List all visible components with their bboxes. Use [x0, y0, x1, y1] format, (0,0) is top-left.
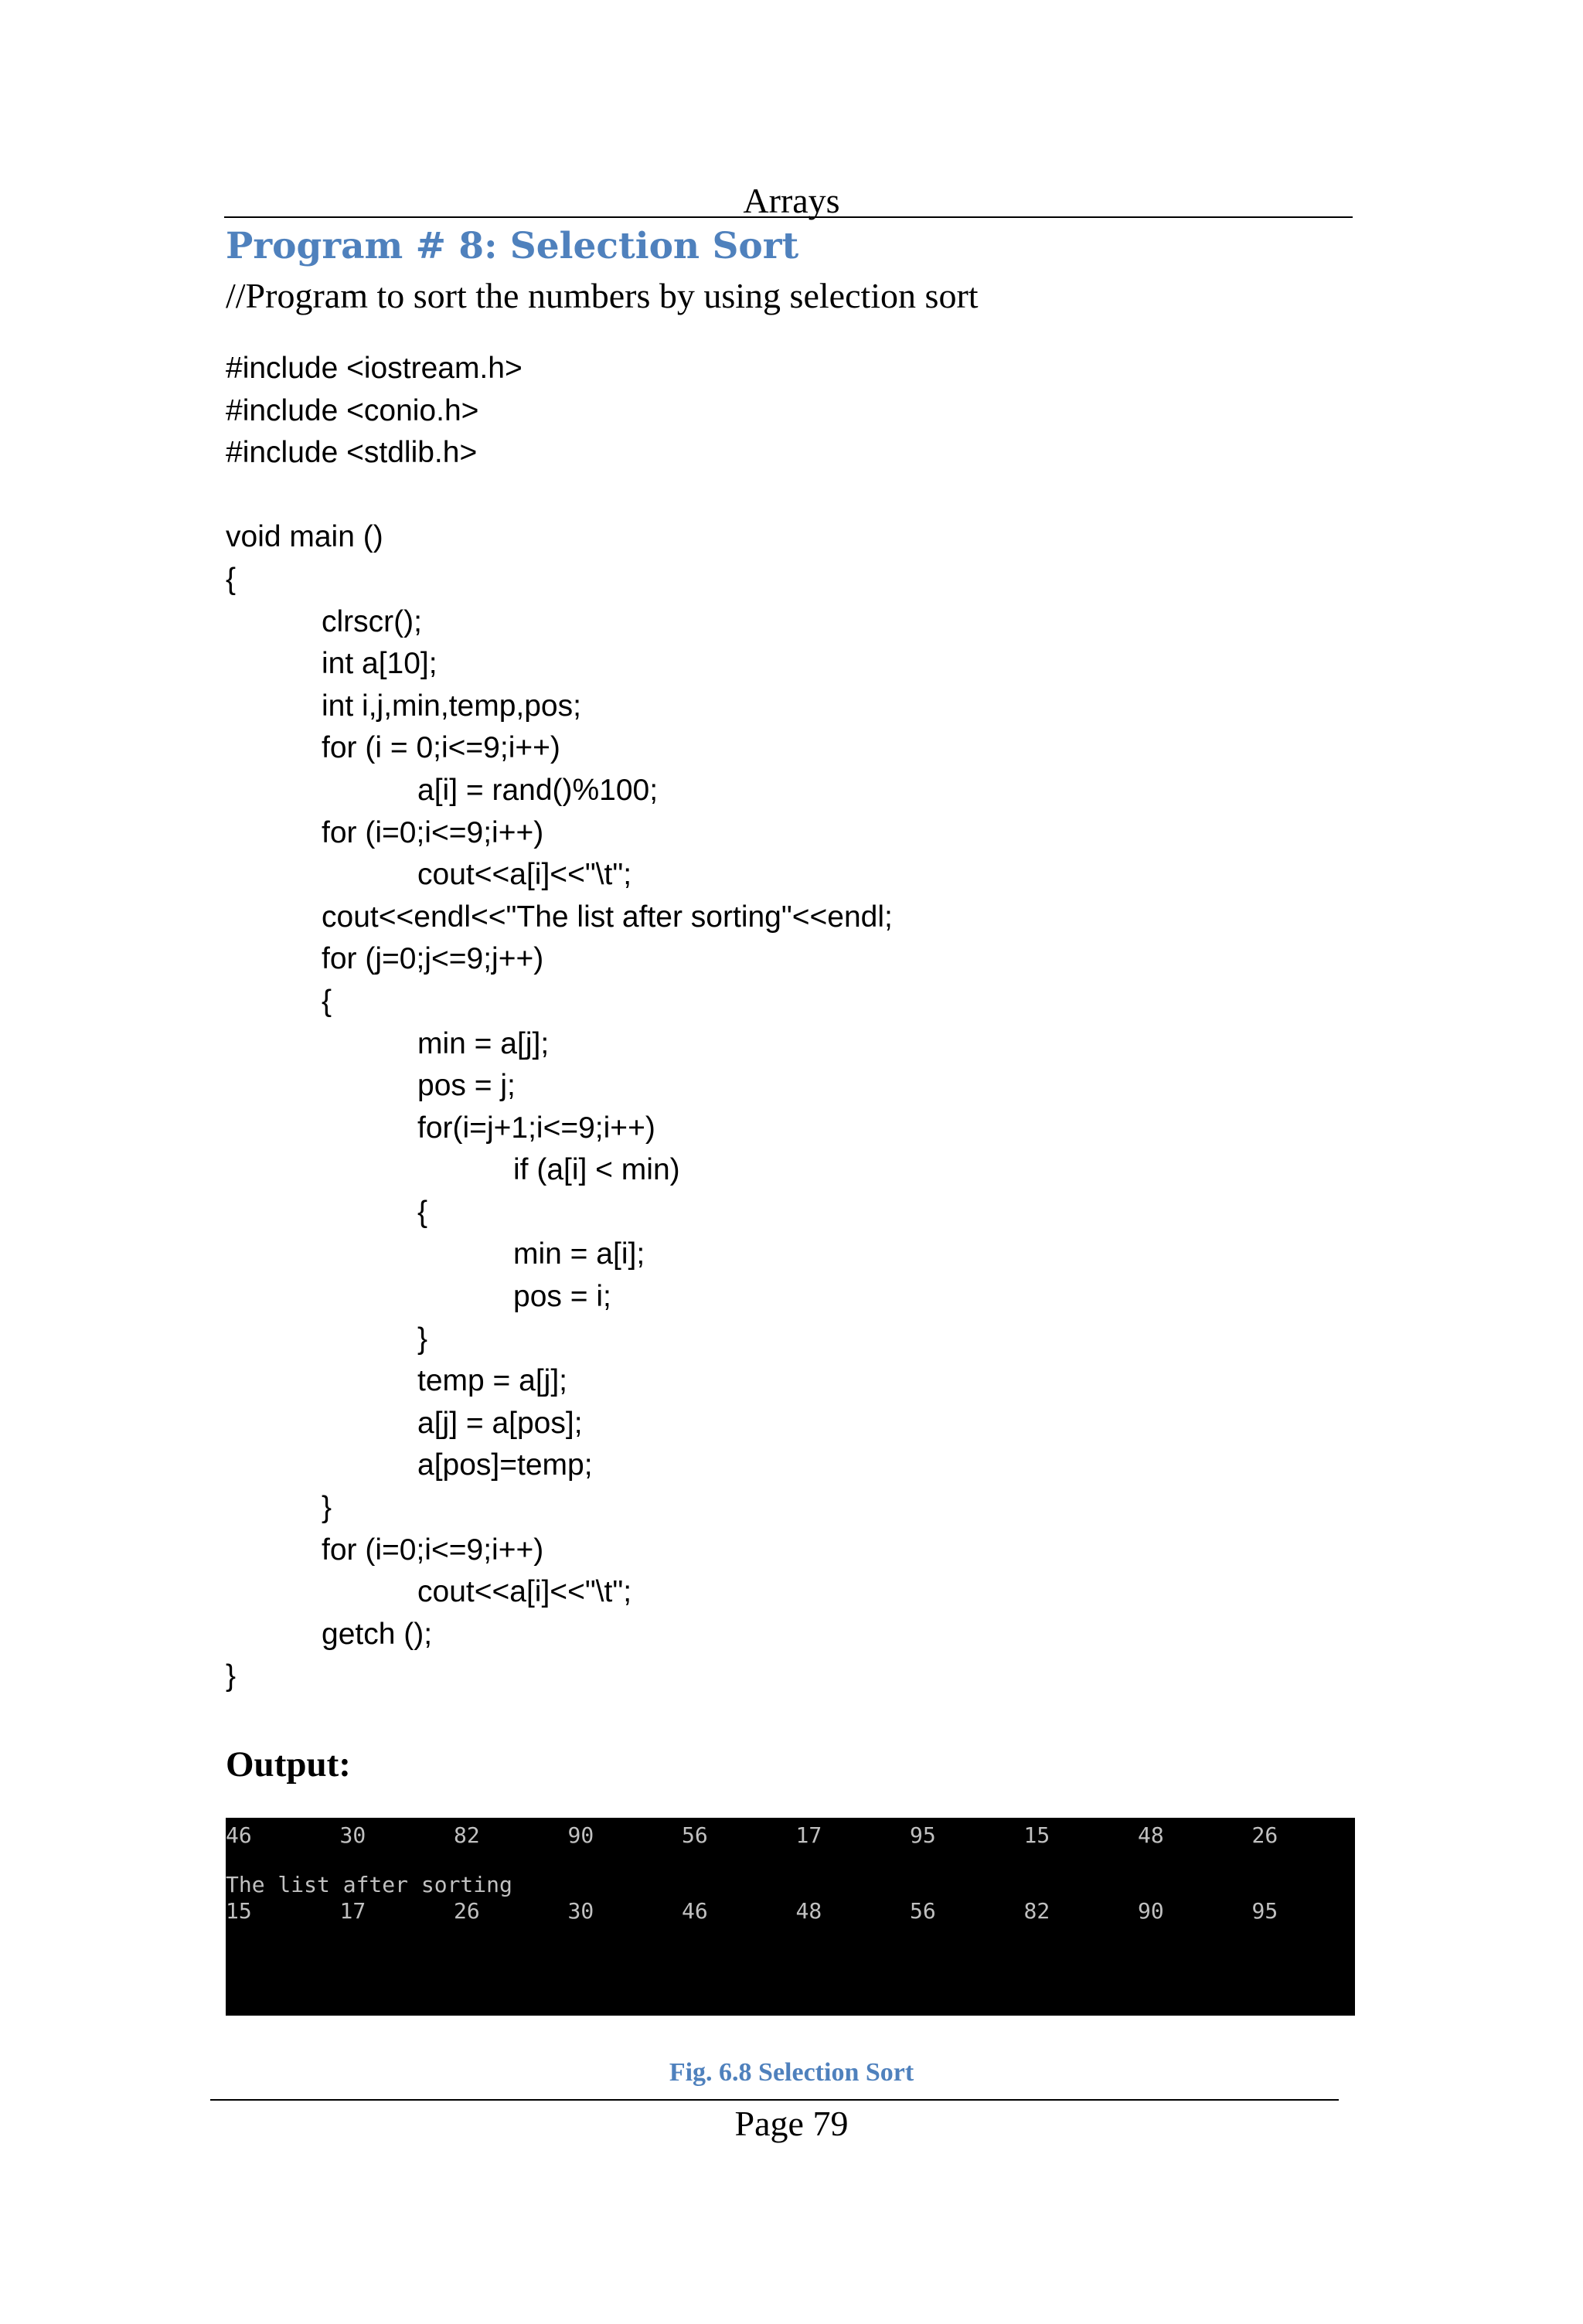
console-value: 56 — [682, 1822, 708, 1848]
code-line: int a[10]; — [322, 647, 437, 681]
code-line: min = a[i]; — [513, 1237, 645, 1271]
console-value: 95 — [1251, 1898, 1278, 1924]
console-value: 48 — [795, 1898, 822, 1924]
console-value: 56 — [910, 1898, 936, 1924]
code-line: a[j] = a[pos]; — [417, 1406, 583, 1440]
console-value: 26 — [1251, 1822, 1278, 1848]
code-line: int i,j,min,temp,pos; — [322, 689, 581, 723]
code-line: for (i=0;i<=9;i++) — [322, 1533, 544, 1567]
console-value: 46 — [682, 1898, 708, 1924]
code-line: cout<<a[i]<<"\t"; — [417, 858, 632, 892]
code-line: #include <iostream.h> — [226, 352, 523, 385]
code-line: for (i=0;i<=9;i++) — [322, 815, 544, 849]
code-line: getch (); — [322, 1617, 433, 1651]
code-line: for(i=j+1;i<=9;i++) — [417, 1111, 655, 1145]
figure-caption: Fig. 6.8 Selection Sort — [669, 2058, 914, 2087]
code-line: cout<<endl<<"The list after sorting"<<endl; — [322, 900, 893, 934]
console-value: 17 — [339, 1898, 366, 1924]
console-value: 17 — [795, 1822, 822, 1848]
console-value: 95 — [910, 1822, 936, 1848]
code-line: } — [322, 1491, 332, 1525]
code-line: pos = j; — [417, 1069, 516, 1103]
console-value: 90 — [567, 1822, 594, 1848]
code-line: } — [226, 1659, 237, 1693]
code-block — [226, 348, 893, 1698]
code-line: void main () — [226, 520, 383, 554]
code-line: for (i = 0;i<=9;i++) — [322, 731, 560, 765]
console-value: 82 — [1023, 1898, 1050, 1924]
code-line: a[pos]=temp; — [417, 1448, 593, 1482]
console-value: 90 — [1138, 1898, 1164, 1924]
console-value: 26 — [454, 1898, 480, 1924]
code-line: min = a[j]; — [417, 1026, 550, 1060]
console-message: The list after sorting — [226, 1872, 512, 1897]
console-value: 48 — [1138, 1822, 1164, 1848]
code-line: { — [417, 1195, 428, 1229]
code-line: if (a[i] < min) — [513, 1153, 680, 1187]
console-value: 15 — [226, 1898, 252, 1924]
code-line: pos = i; — [513, 1280, 611, 1314]
code-line: } — [417, 1322, 428, 1356]
console-value: 30 — [339, 1822, 366, 1848]
code-line: for (j=0;j<=9;j++) — [322, 942, 544, 976]
code-line: { — [226, 562, 237, 596]
code-line — [226, 475, 893, 517]
code-line: #include <conio.h> — [226, 393, 479, 427]
program-heading: Program # 8: Selection Sort — [226, 225, 799, 267]
code-line: #include <stdlib.h> — [226, 436, 478, 470]
console-value: 15 — [1023, 1822, 1050, 1848]
console-output — [226, 1818, 1355, 2016]
code-line: { — [322, 984, 332, 1018]
console-value: 46 — [226, 1822, 252, 1848]
output-heading: Output: — [226, 1744, 351, 1785]
header-rule — [224, 216, 1353, 218]
console-value: 30 — [567, 1898, 594, 1924]
code-line: clrscr(); — [322, 604, 422, 638]
running-header: Arrays — [743, 181, 840, 220]
code-line: temp = a[j]; — [417, 1364, 568, 1398]
code-line: a[i] = rand()%100; — [417, 773, 659, 807]
console-value: 82 — [454, 1822, 480, 1848]
program-comment: //Program to sort the numbers by using selection sort — [226, 276, 979, 315]
page-number: Page 79 — [734, 2104, 849, 2143]
code-line: cout<<a[i]<<"\t"; — [417, 1575, 632, 1609]
